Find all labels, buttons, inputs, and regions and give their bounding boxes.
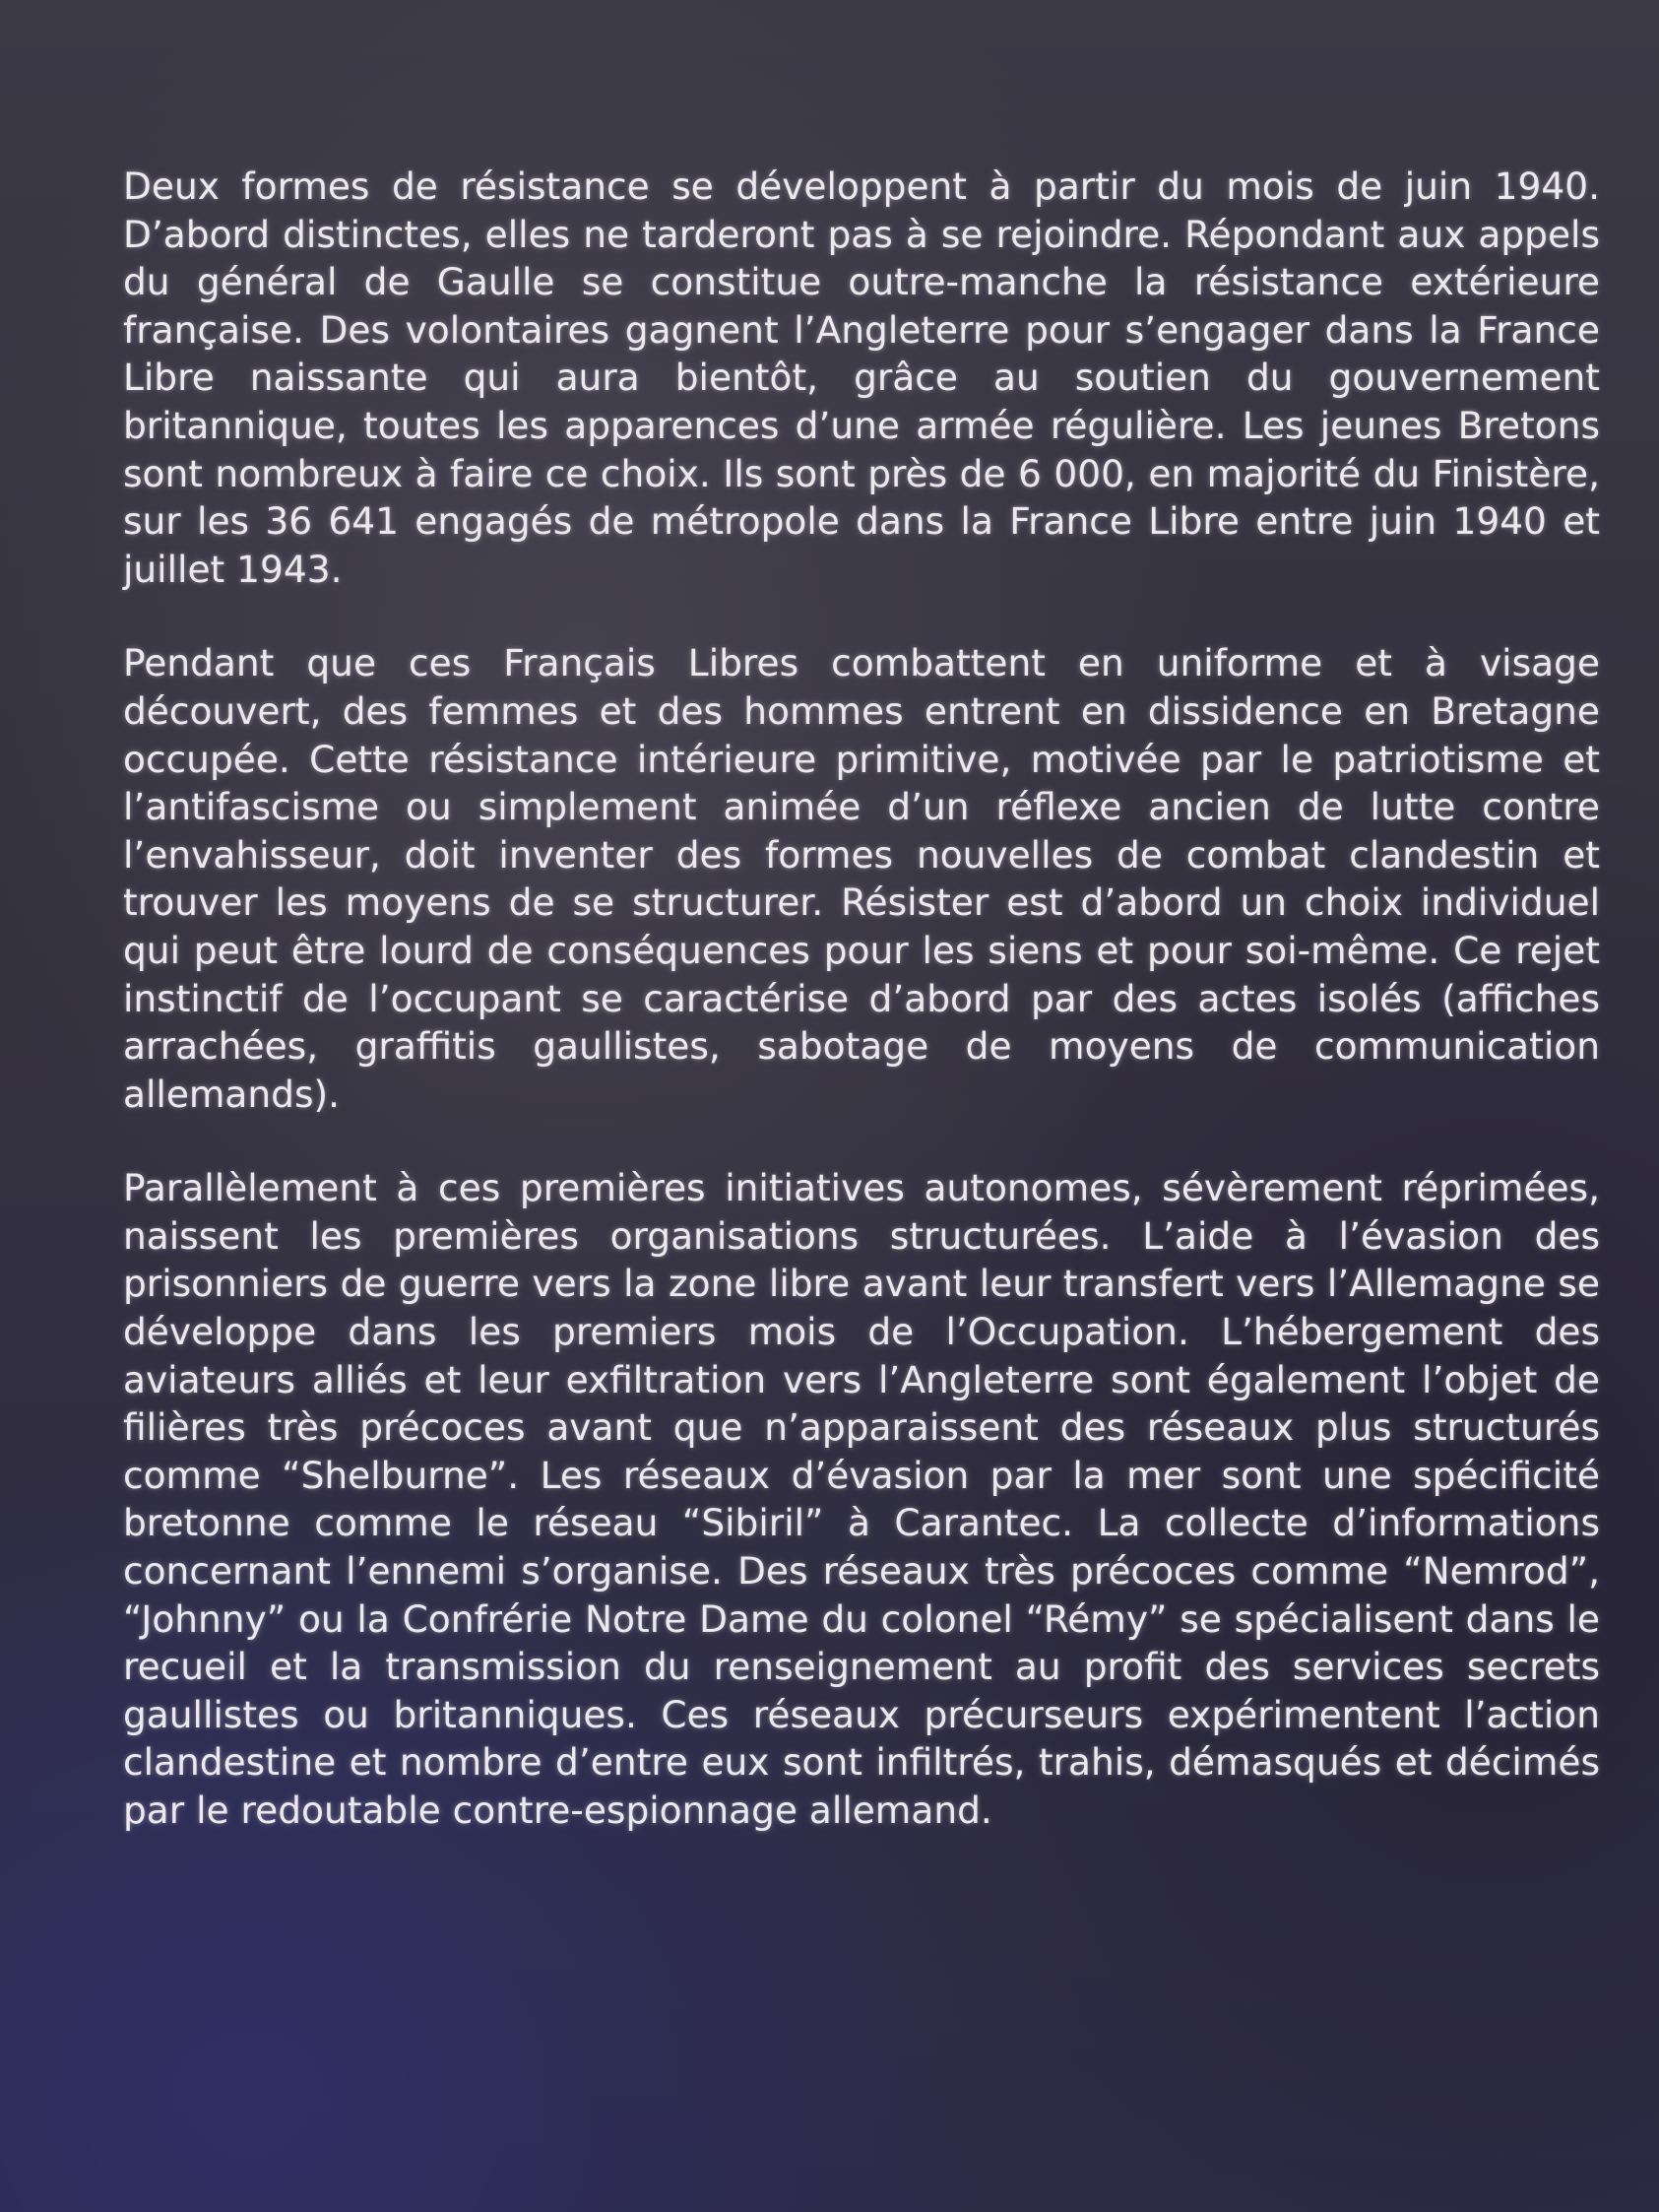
paragraph-1: Deux formes de résistance se développent à partir du mois de juin 1940. D’abord distinctes, elles ne tarderont pas à se rejoindre. Répondant aux appels du général de Gaulle se constitue outre-manche la résistance extérieure française. Des volontaires gagnent l’Angleterre pour s’engager dans la France Libre naissante qui aura bientôt, grâce au soutien du gouvernement britannique, toutes les apparences d’une armée régulière. Les jeunes Bretons sont nombreux à faire ce choix. Ils sont près de 6 000, en majorité du Finistère, sur les 36 641 engagés de métropole dans la France Libre entre juin 1940 et juillet 1943.	[123, 164, 1600, 591]
panel-text	[123, 163, 1600, 1835]
paragraph-2: Pendant que ces Français Libres combattent en uniforme et à visage découvert, des femmes et des hommes entrent en dissidence en Bretagne occupée. Cette résistance intérieure primitive, motivée par le patriotisme et l’antifascisme ou simplement animée d’un réflexe ancien de lutte contre l’envahisseur, doit inventer des formes nouvelles de combat clandestin et trouver les moyens de se structurer. Résister est d’abord un choix individuel qui peut être lourd de conséquences pour les siens et pour soi-même. Ce rejet instinctif de l’occupant se caractérise d’abord par des actes isolés (affiches arrachées, graffitis gaullistes, sabotage de moyens de communication allemands).	[123, 641, 1600, 1116]
paragraph-3: Parallèlement à ces premières initiatives autonomes, sévèrement réprimées, naissent les premières organisations structurées. L’aide à l’évasion des prisonniers de guerre vers la zone libre avant leur transfert vers l’Allemagne se développe dans les premiers mois de l’Occupation. L’hébergement des aviateurs alliés et leur exfiltration vers l’Angleterre sont également l’objet de filières très précoces avant que n’apparaissent des réseaux plus structurés comme “Shelburne”. Les réseaux d’évasion par la mer sont une spécificité bretonne comme le réseau “Sibiril” à Carantec. La collecte d’informations concernant l’ennemi s’organise. Des réseaux très précoces comme “Nemrod”, “Johnny” ou la Confrérie Notre Dame du colonel “Rémy” se spécialisent dans le recueil et la transmission du renseignement au profit des services secrets gaullistes ou britanniques. Ces réseaux précurseurs expérimentent l’action clandestine et nombre d’entre eux sont infiltrés, trahis, démasqués et décimés par le redoutable contre-espionnage allemand.	[123, 1166, 1600, 1832]
